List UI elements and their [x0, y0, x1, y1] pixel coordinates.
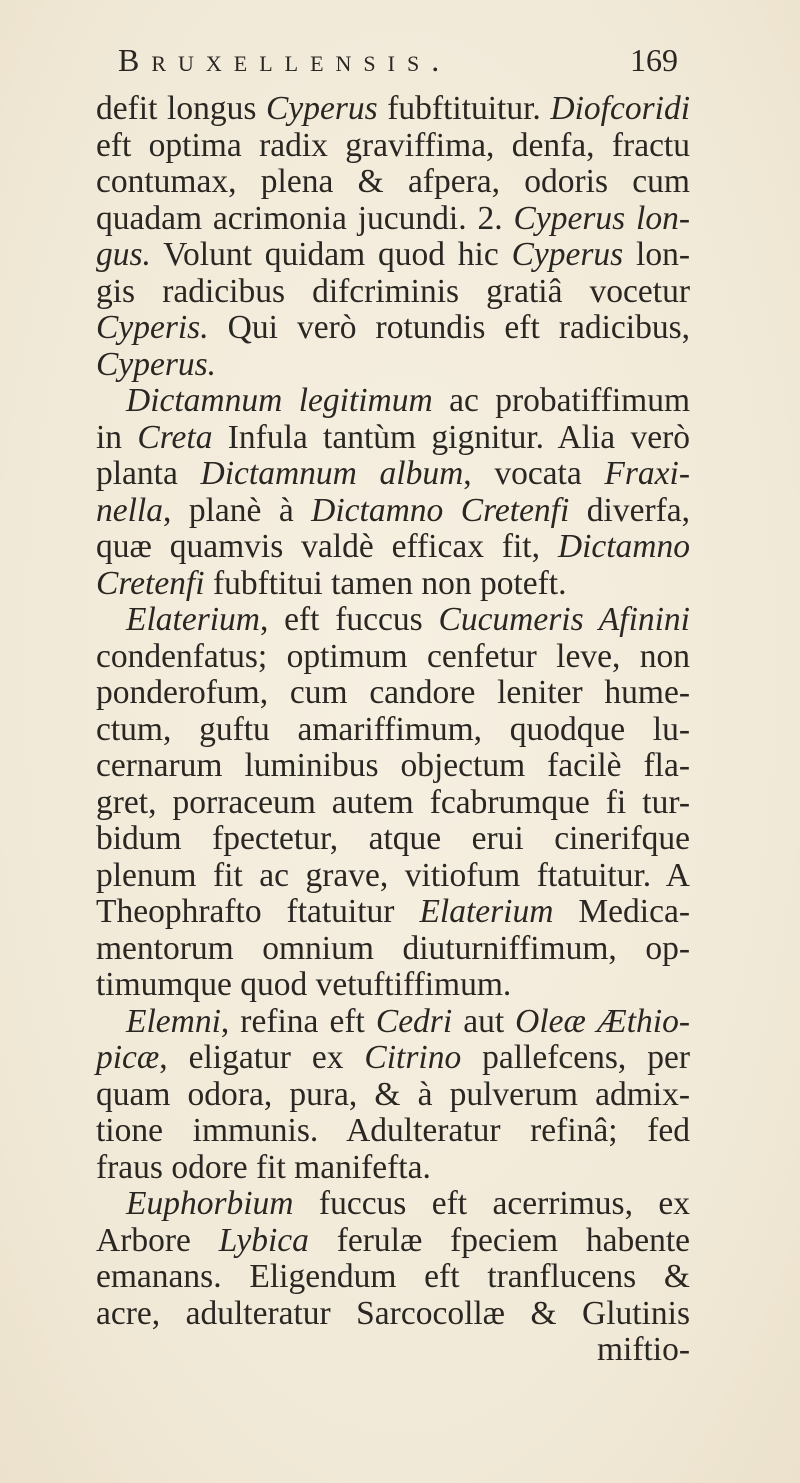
- italic-term: Cucumeris Afinini: [438, 601, 690, 638]
- text-line: [96, 858, 690, 895]
- italic-term: Cyperus.: [96, 345, 217, 383]
- italic-term: Fraxi-: [604, 455, 690, 492]
- text-line: [96, 748, 690, 785]
- text-run: in: [96, 418, 138, 456]
- italic-term: Diofcoridi: [550, 90, 690, 127]
- italic-term: picæ: [96, 1039, 160, 1076]
- italic-term: Creta: [137, 418, 213, 456]
- text-line: [96, 1004, 690, 1041]
- text-line: [96, 383, 690, 420]
- text-run: Theophrafto ftatuitur: [96, 893, 420, 930]
- text-run: , vocata: [463, 455, 605, 492]
- text-line: [96, 420, 690, 457]
- text-line: [96, 1332, 690, 1369]
- text-run: , eft fuccus: [259, 601, 439, 638]
- text-line: [96, 675, 690, 712]
- text-run: acre, adulteratur Sarcocollæ & Glutinis: [96, 1294, 690, 1332]
- text-run: ponderofum, cum candore leniter hume-: [96, 674, 690, 711]
- text-line: [96, 1077, 690, 1114]
- body-text: [96, 91, 690, 1369]
- text-line: [96, 639, 690, 676]
- text-run: fraus odore fit manifefta.: [96, 1148, 431, 1186]
- text-run: ac probatiffimum: [432, 382, 691, 419]
- text-line: [96, 347, 690, 384]
- text-line: [96, 1296, 690, 1333]
- text-line: [96, 785, 690, 822]
- italic-term: Cyperus: [265, 90, 378, 127]
- text-run: ferulæ fpeciem habente: [308, 1221, 690, 1259]
- text-line: [96, 931, 690, 968]
- text-line: [96, 894, 690, 931]
- italic-term: Cyperus lon-: [513, 199, 691, 237]
- running-head: Bruxellensis.: [118, 42, 452, 78]
- text-run: cernarum luminibus objectum facilè fla-: [96, 747, 690, 784]
- text-run: pallefcens, per: [461, 1039, 690, 1076]
- text-run: , refina eft: [220, 1002, 376, 1040]
- text-line: [96, 274, 690, 311]
- text-line: [96, 1150, 690, 1187]
- text-run: plenum fit ac grave, vitiofum ftatuitur. A: [96, 856, 690, 894]
- text-run: condenfatus; optimum cenfetur leve, non: [96, 637, 690, 675]
- text-run: contumax, plena & afpera, odoris cum: [96, 163, 690, 200]
- italic-term: Elaterium: [126, 601, 260, 638]
- text-run: timumque quod vetuftiffimum.: [96, 966, 512, 1003]
- text-line: [96, 237, 690, 274]
- text-run: emanans. Eligendum eft tranflucens &: [96, 1258, 690, 1295]
- text-line: [96, 1259, 690, 1296]
- page-header: [118, 42, 678, 92]
- text-line: [96, 712, 690, 749]
- text-run: aut: [452, 1002, 516, 1040]
- text-line: [96, 456, 690, 493]
- text-line: [96, 91, 690, 128]
- text-run: Arbore: [96, 1221, 219, 1259]
- text-run: Qui verò rotundis eft radicibus,: [208, 309, 690, 346]
- text-line: [96, 967, 690, 1004]
- text-line: [96, 529, 690, 566]
- text-run: eft optima radix graviffima, denfa, fractu: [96, 126, 690, 164]
- text-run: fuccus eft acerrimus, ex: [293, 1185, 690, 1222]
- italic-term: Cyperis.: [96, 309, 209, 346]
- italic-term: gus.: [96, 236, 151, 273]
- text-run: fubftitui tamen non poteft.: [204, 564, 567, 602]
- text-run: bidum fpectetur, atque erui cinerifque: [96, 820, 690, 857]
- text-line: [96, 1040, 690, 1077]
- text-line: [96, 128, 690, 165]
- text-run: tione immunis. Adulteratur refinâ; fed: [96, 1112, 690, 1149]
- italic-term: Oleæ Æthio-: [515, 1002, 690, 1040]
- italic-term: Cyperus: [511, 236, 624, 273]
- page-number: 169: [630, 42, 678, 78]
- italic-term: Dictamno: [557, 528, 690, 565]
- text-line: [96, 1113, 690, 1150]
- text-line: [96, 164, 690, 201]
- italic-term: Cretenfi: [96, 564, 205, 602]
- text-run: Infula tantùm gignitur. Alia verò: [212, 418, 690, 456]
- italic-term: Euphorbium: [126, 1185, 294, 1222]
- text-line: [96, 310, 690, 347]
- text-run: fubftituitur.: [377, 90, 551, 127]
- italic-term: Cedri: [375, 1002, 453, 1040]
- text-line: [96, 201, 690, 238]
- italic-term: nella: [96, 491, 163, 529]
- text-run: quadam acrimonia jucundi. 2.: [96, 199, 514, 237]
- text-run: mentorum omnium diuturniffimum, op-: [96, 929, 690, 967]
- text-run: Volunt quidam quod hic: [150, 236, 512, 273]
- text-run: planta: [96, 455, 201, 492]
- text-run: miftio-: [596, 1331, 690, 1368]
- text-line: [96, 493, 690, 530]
- text-run: , eligatur ex: [159, 1039, 365, 1076]
- text-line: [96, 1186, 690, 1223]
- text-run: ctum, guftu amariffimum, quodque lu-: [96, 710, 690, 748]
- text-run: quam odora, pura, & à pulverum admix-: [96, 1075, 690, 1113]
- italic-term: Elaterium: [419, 893, 554, 930]
- italic-term: Dictamnum album: [200, 455, 464, 492]
- text-line: [96, 821, 690, 858]
- text-run: defit longus: [96, 90, 266, 127]
- italic-term: Lybica: [218, 1221, 309, 1259]
- text-run: , planè à: [162, 491, 312, 529]
- italic-term: Elemni: [126, 1002, 221, 1040]
- italic-term: Dictamnum legitimum: [126, 382, 433, 419]
- text-run: gret, porraceum autem fcabrumque fi tur-: [96, 783, 690, 821]
- text-run: quæ quamvis valdè efficax fit,: [96, 528, 558, 565]
- text-line: [96, 1223, 690, 1260]
- text-run: diverfa,: [569, 491, 691, 529]
- italic-term: Citrino: [364, 1039, 462, 1076]
- text-line: [96, 566, 690, 603]
- text-line: [96, 602, 690, 639]
- text-run: lon-: [623, 236, 690, 273]
- italic-term: Dictamno Cretenfi: [311, 491, 570, 529]
- text-run: Medica-: [553, 893, 691, 930]
- text-run: gis radicibus difcriminis gratiâ vocetur: [96, 272, 690, 310]
